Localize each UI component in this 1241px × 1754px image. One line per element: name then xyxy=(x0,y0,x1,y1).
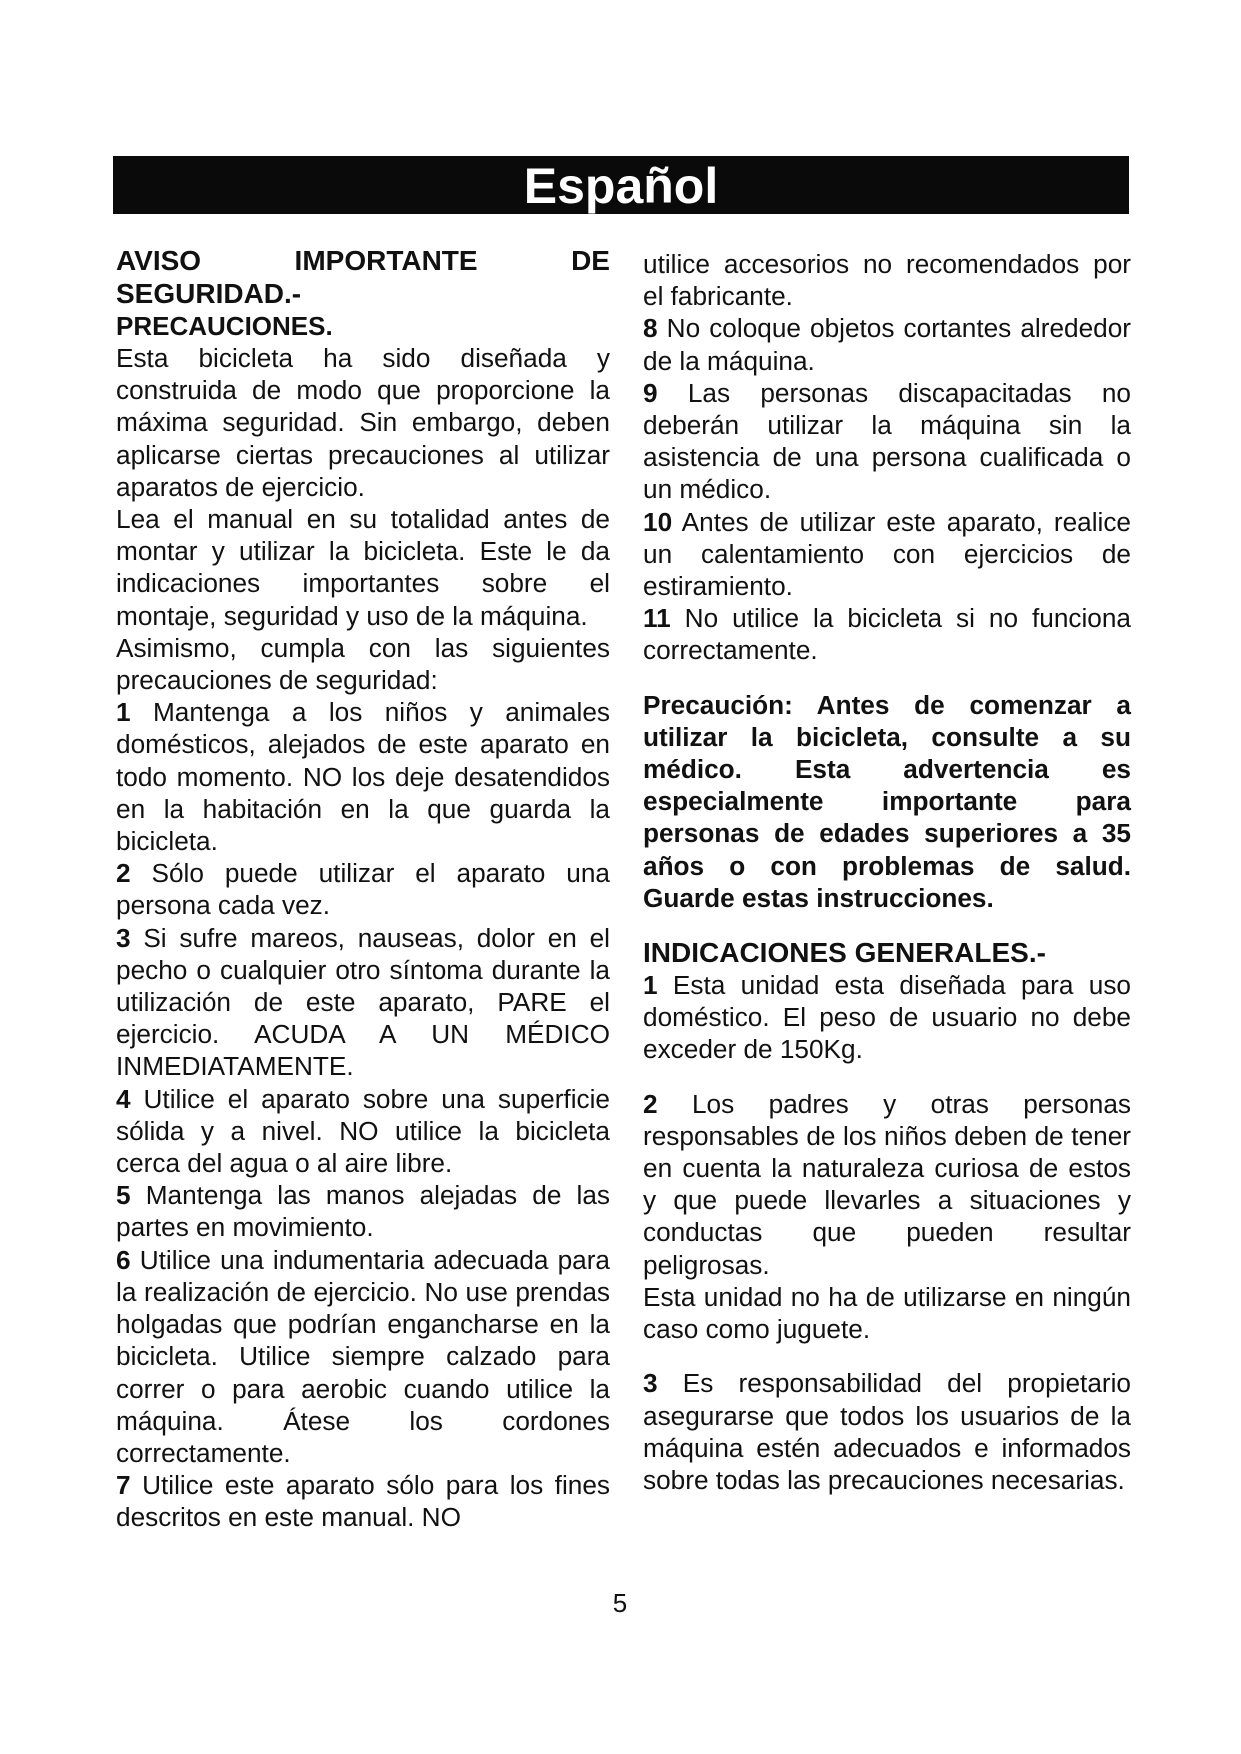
precaution-item-8 xyxy=(643,312,1131,376)
precaution-item-2 xyxy=(116,857,610,921)
left-column xyxy=(116,244,610,1534)
precaution-item-10 xyxy=(643,506,1131,603)
page-number: 5 xyxy=(612,1588,628,1618)
general-item-2 xyxy=(643,1088,1131,1281)
item-text: Es responsabilidad del propietario asegurarse que todos los usuarios de la máquina estén adecuados e informados sobre todas las precauciones necesarias. xyxy=(643,1368,1131,1495)
general-item-3 xyxy=(643,1367,1131,1496)
item-text: Si sufre mareos, nauseas, dolor en el pecho o cualquier otro síntoma durante la utilización de este aparato, PARE el ejercicio. ACUDA A UN MÉDICO INMEDIATAMENTE. xyxy=(116,922,610,1082)
item-number: 1 xyxy=(643,970,658,1001)
item-number: 5 xyxy=(116,1180,131,1211)
item-text: Mantenga a los niños y animales domésticos, alejados de este aparato en todo momento. NO los deje desatendidos en la habitación en la que guarda la bicicleta. xyxy=(116,697,610,857)
item-text: Utilice el aparato sobre una superficie sólida y a nivel. NO utilice la bicicleta cerca del agua o al aire libre. xyxy=(116,1083,610,1179)
general-note: Esta unidad no ha de utilizarse en ningún caso como juguete. xyxy=(643,1281,1131,1345)
item-number: 3 xyxy=(643,1368,658,1399)
item-text: Antes de utilizar este aparato, realice un calentamiento con ejercicios de estiramiento. xyxy=(643,506,1131,602)
general-item-1 xyxy=(643,969,1131,1066)
right-column xyxy=(643,248,1131,1496)
intro-paragraph-2: Lea el manual en su totalidad antes de montar y utilizar la bicicleta. Este le da indicaciones importantes sobre el montaje, seguridad y uso de la máquina. xyxy=(116,504,610,631)
item-text: Esta unidad esta diseñada para uso doméstico. El peso de usuario no debe exceder de 150Kg. xyxy=(643,970,1131,1065)
item-number: 9 xyxy=(643,377,658,408)
item-number: 4 xyxy=(116,1083,131,1114)
item-number: 2 xyxy=(643,1088,658,1119)
language-title: Español xyxy=(523,158,719,214)
item-text: No utilice la bicicleta si no funciona correctamente. xyxy=(643,603,1131,666)
item-text: Los padres y otras personas responsables de los niños deben de tener en cuenta la naturaleza curiosa de estos y que puede llevarles a situaciones y conductas que pueden resultar peligrosas. xyxy=(643,1088,1131,1280)
precaution-item-6 xyxy=(116,1244,610,1469)
precaution-item-9 xyxy=(643,377,1131,506)
item-text: Las personas discapacitadas no deberán utilizar la máquina sin la asistencia de una persona cualificada o un médico. xyxy=(643,377,1131,505)
precaution-item-4 xyxy=(116,1083,610,1180)
precaution-item-3 xyxy=(116,922,610,1083)
safety-heading: AVISO IMPORTANTE DE SEGURIDAD.- xyxy=(116,245,610,309)
item-number: 6 xyxy=(116,1244,131,1275)
item-text: No coloque objetos cortantes alrededor de la máquina. xyxy=(643,313,1131,376)
intro-paragraph-1: Esta bicicleta ha sido diseñada y construida de modo que proporcione la máxima seguridad. Sin embargo, deben aplicarse ciertas precauciones al utilizar aparatos de ejercicio. xyxy=(116,343,610,502)
language-header xyxy=(113,156,1129,214)
precaution-item-1 xyxy=(116,696,610,857)
precautions-subheading: PRECAUCIONES. xyxy=(116,311,333,341)
item-number: 3 xyxy=(116,922,131,953)
item-7-continuation: utilice accesorios no recomendados por el fabricante. xyxy=(643,249,1131,312)
item-number: 2 xyxy=(116,858,131,889)
item-number: 1 xyxy=(116,697,131,728)
item-text: Utilice este aparato sólo para los fines descritos en este manual. NO xyxy=(116,1470,610,1533)
item-number: 8 xyxy=(643,313,658,344)
item-number: 10 xyxy=(643,506,673,537)
item-number: 11 xyxy=(643,603,671,634)
item-number: 7 xyxy=(116,1470,131,1501)
precaution-item-7 xyxy=(116,1469,610,1533)
general-heading: INDICACIONES GENERALES.- xyxy=(643,937,1046,969)
precaution-item-5 xyxy=(116,1179,610,1243)
item-text: Utilice una indumentaria adecuada para la realización de ejercicio. No use prendas holgadas que podrían engancharse en la bicicleta. Utilice siempre calzado para correr o para aerobic cuando utilice la máquina. Átese los cordones correctamente. xyxy=(116,1244,610,1468)
doctor-warning: Precaución: Antes de comenzar a utilizar la bicicleta, consulte a su médico. Esta advertencia es especialmente importante para personas de edades superiores a 35 años o con problemas de salud. Guarde estas instrucciones. xyxy=(643,689,1131,913)
precaution-item-11 xyxy=(643,602,1131,666)
item-text: Sólo puede utilizar el aparato una persona cada vez. xyxy=(116,858,610,921)
intro-paragraph-3: Asimismo, cumpla con las siguientes precauciones de seguridad: xyxy=(116,632,610,696)
item-text: Mantenga las manos alejadas de las partes en movimiento. xyxy=(116,1180,610,1243)
